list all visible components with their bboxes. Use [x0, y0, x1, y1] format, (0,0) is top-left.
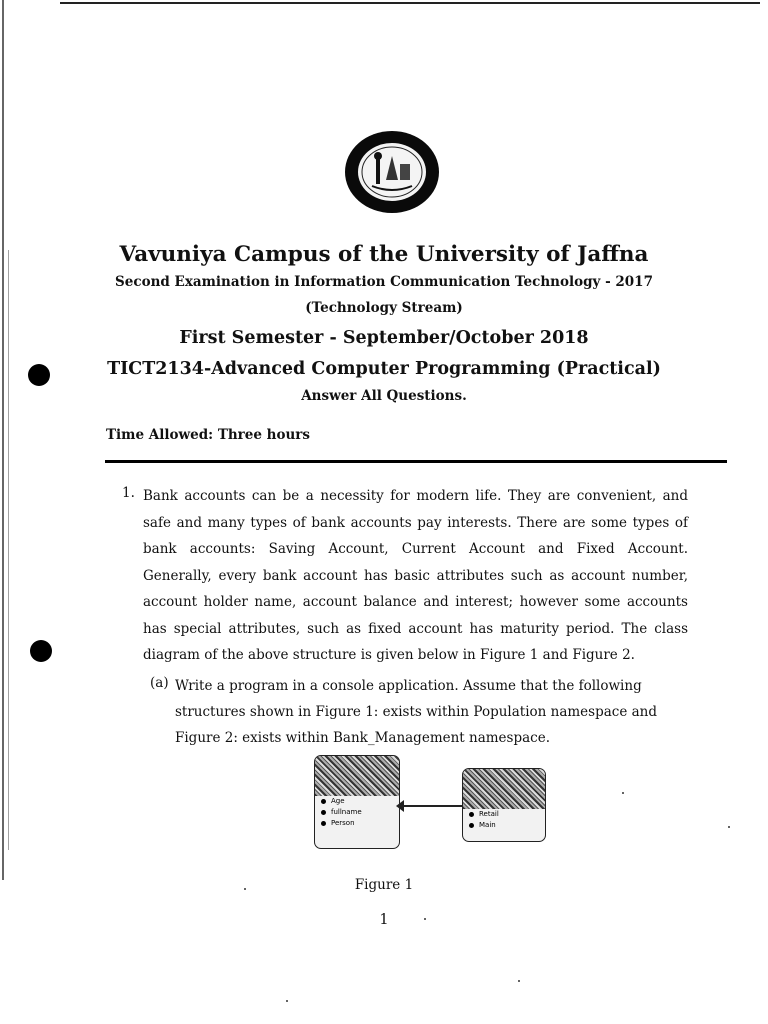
instruction-label: Answer All Questions. — [301, 388, 467, 404]
university-seal — [344, 130, 440, 214]
question-number: 1. — [122, 485, 135, 501]
punch-hole-bottom — [30, 640, 52, 662]
part-a-text: Write a program in a console application. Assume that the following structures shown in Figure 1: exists within Population namespace and Figure 2: exists within Bank_Management namespace. — [175, 678, 658, 746]
header-divider — [105, 460, 727, 463]
scan-edge-top — [60, 2, 760, 4]
institution-title: Vavuniya Campus of the University of Jaffna — [119, 242, 649, 267]
class-member: Age — [315, 796, 399, 807]
part-a-label: (a) — [150, 675, 169, 691]
inheritance-arrowhead — [396, 800, 404, 812]
course-title: TICT2134-Advanced Computer Programming (Practical) — [107, 359, 661, 379]
scan-speck — [622, 792, 624, 794]
scan-edge-left — [2, 0, 4, 880]
figure-caption: Figure 1 — [354, 877, 414, 893]
class-box-left — [314, 755, 400, 849]
class-member: Person — [315, 818, 399, 829]
class-member: fullname — [315, 807, 399, 818]
class-member: Retail — [463, 809, 545, 820]
scan-speck — [244, 888, 246, 890]
time-allowed: Time Allowed: Three hours — [106, 427, 311, 443]
scan-speck — [728, 826, 730, 828]
scan-speck — [424, 918, 426, 920]
scan-speck — [286, 1000, 288, 1002]
class-box-right — [462, 768, 546, 842]
stream-label: (Technology Stream) — [305, 300, 463, 316]
semester-label: First Semester - September/October 2018 — [179, 328, 589, 348]
page-number: 1 — [379, 912, 389, 928]
inheritance-connector — [398, 805, 464, 807]
class-header-left — [315, 756, 399, 796]
question-text: Bank accounts can be a necessity for modern life. They are convenient, and safe and many types of bank accounts pay interests. There are some types of bank accounts: Saving Account, Current Account and Fixed Account. Generally, every bank account has basic attributes such as account number, account holder name, account balance and interest; however some accounts has special attributes, such as fixed account has maturity period. The class diagram of the above structure is given below in Figure 1 and Figure 2. — [143, 488, 688, 663]
class-member: Main — [463, 820, 545, 831]
exam-title: Second Examination in Information Communication Technology - 2017 — [115, 274, 653, 290]
class-header-right — [463, 769, 545, 809]
scan-speck — [518, 980, 520, 982]
